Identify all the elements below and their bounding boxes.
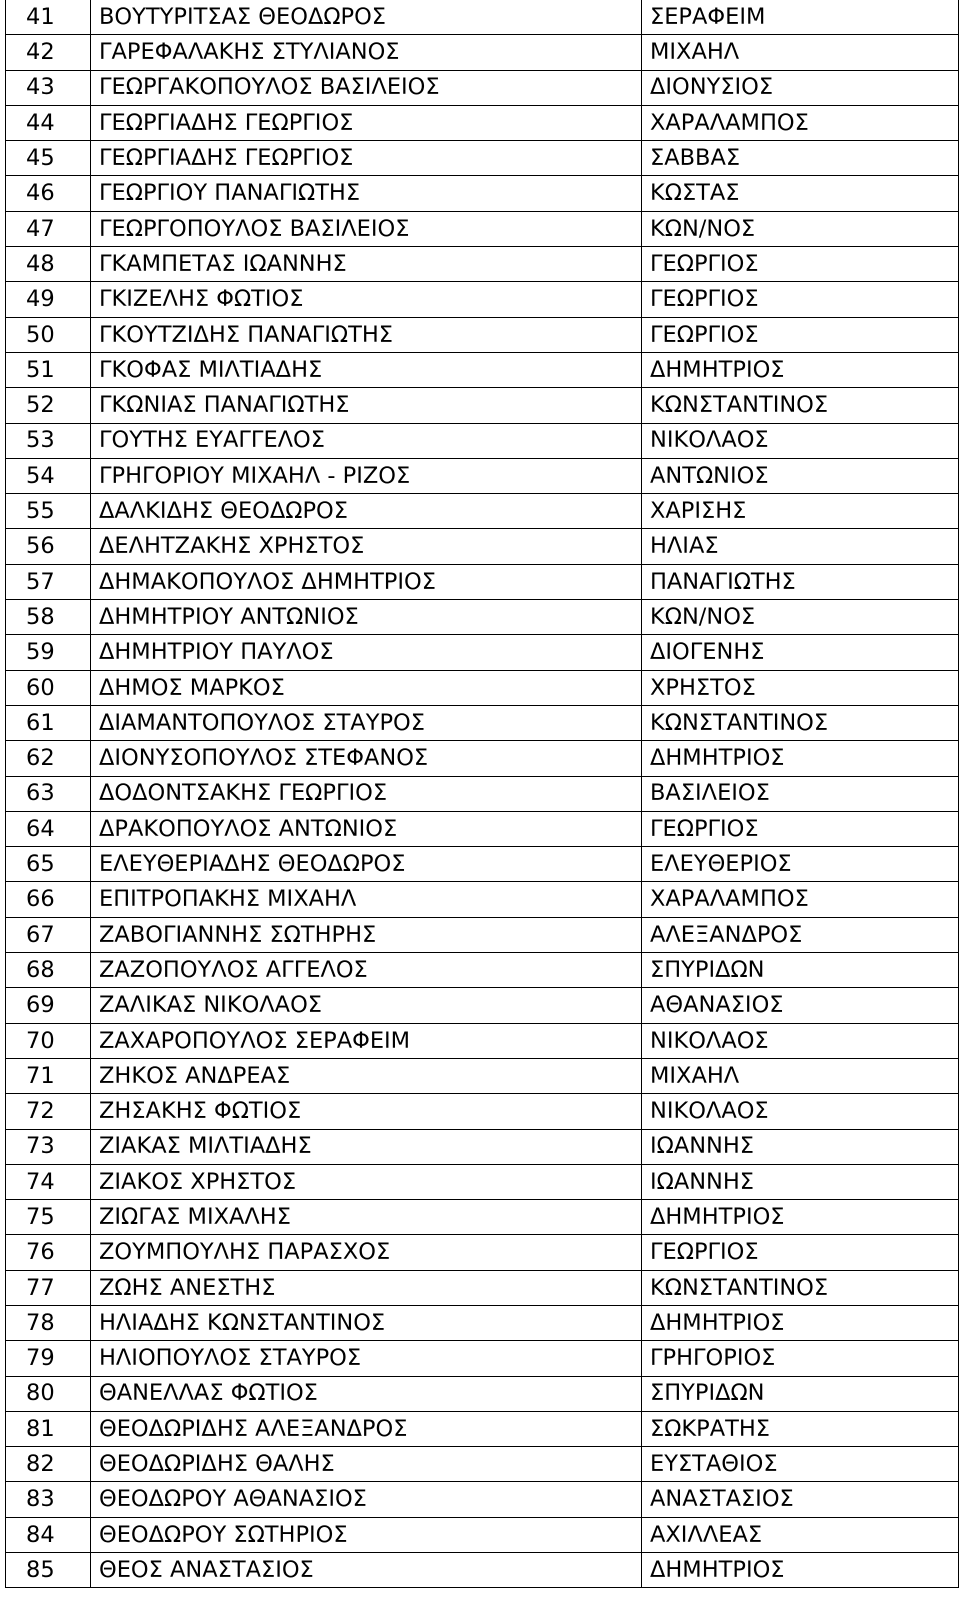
father-name-cell: ΝΙΚΟΛΑΟΣ [642, 1023, 959, 1058]
table-row [6, 635, 959, 670]
table-row [6, 1376, 959, 1411]
full-name-cell: ΖΙΩΓΑΣ ΜΙΧΑΛΗΣ [91, 1200, 642, 1235]
full-name-cell: ΔΟΔΟΝΤΣΑΚΗΣ ΓΕΩΡΓΙΟΣ [91, 776, 642, 811]
row-number: 67 [6, 917, 91, 952]
table-row [6, 388, 959, 423]
row-number: 48 [6, 247, 91, 282]
table-row [6, 494, 959, 529]
father-name-cell: ΙΩΑΝΝΗΣ [642, 1129, 959, 1164]
father-name-cell: ΚΩΝ/ΝΟΣ [642, 600, 959, 635]
full-name-cell: ΘΕΟΔΩΡΙΔΗΣ ΘΑΛΗΣ [91, 1447, 642, 1482]
full-name-cell: ΔΙΟΝΥΣΟΠΟΥΛΟΣ ΣΤΕΦΑΝΟΣ [91, 741, 642, 776]
row-number: 54 [6, 458, 91, 493]
full-name-cell: ΕΠΙΤΡΟΠΑΚΗΣ ΜΙΧΑΗΛ [91, 882, 642, 917]
full-name-cell: ΓΕΩΡΓΙΑΔΗΣ ΓΕΩΡΓΙΟΣ [91, 105, 642, 140]
row-number: 47 [6, 211, 91, 246]
row-number: 52 [6, 388, 91, 423]
father-name-cell: ΠΑΝΑΓΙΩΤΗΣ [642, 564, 959, 599]
full-name-cell: ΓΟΥΤΗΣ ΕΥΑΓΓΕΛΟΣ [91, 423, 642, 458]
table-row [6, 105, 959, 140]
table-row [6, 35, 959, 70]
father-name-cell: ΔΗΜΗΤΡΙΟΣ [642, 1305, 959, 1340]
row-number: 69 [6, 988, 91, 1023]
table-row [6, 0, 959, 35]
row-number: 46 [6, 176, 91, 211]
full-name-cell: ΓΚΟΦΑΣ ΜΙΛΤΙΑΔΗΣ [91, 352, 642, 387]
full-name-cell: ΗΛΙΟΠΟΥΛΟΣ ΣΤΑΥΡΟΣ [91, 1341, 642, 1376]
row-number: 44 [6, 105, 91, 140]
table-row [6, 70, 959, 105]
full-name-cell: ΔΕΛΗΤΖΑΚΗΣ ΧΡΗΣΤΟΣ [91, 529, 642, 564]
table-row [6, 423, 959, 458]
father-name-cell: ΔΙΟΝΥΣΙΟΣ [642, 70, 959, 105]
table-row [6, 1270, 959, 1305]
row-number: 53 [6, 423, 91, 458]
row-number: 64 [6, 811, 91, 846]
full-name-cell: ΘΕΟΔΩΡΟΥ ΣΩΤΗΡΙΟΣ [91, 1517, 642, 1552]
table-row [6, 988, 959, 1023]
row-number: 41 [6, 0, 91, 35]
row-number: 81 [6, 1411, 91, 1446]
full-name-cell: ΕΛΕΥΘΕΡΙΑΔΗΣ ΘΕΟΔΩΡΟΣ [91, 847, 642, 882]
full-name-cell: ΖΙΑΚΟΣ ΧΡΗΣΤΟΣ [91, 1164, 642, 1199]
row-number: 82 [6, 1447, 91, 1482]
full-name-cell: ΓΚΑΜΠΕΤΑΣ ΙΩΑΝΝΗΣ [91, 247, 642, 282]
row-number: 49 [6, 282, 91, 317]
father-name-cell: ΓΡΗΓΟΡΙΟΣ [642, 1341, 959, 1376]
full-name-cell: ΘΕΟΣ ΑΝΑΣΤΑΣΙΟΣ [91, 1553, 642, 1588]
row-number: 51 [6, 352, 91, 387]
row-number: 42 [6, 35, 91, 70]
table-row [6, 1200, 959, 1235]
full-name-cell: ΓΕΩΡΓΟΠΟΥΛΟΣ ΒΑΣΙΛΕΙΟΣ [91, 211, 642, 246]
father-name-cell: ΕΛΕΥΘΕΡΙΟΣ [642, 847, 959, 882]
father-name-cell: ΚΩΝ/ΝΟΣ [642, 211, 959, 246]
full-name-cell: ΖΙΑΚΑΣ ΜΙΛΤΙΑΔΗΣ [91, 1129, 642, 1164]
full-name-cell: ΔΙΑΜΑΝΤΟΠΟΥΛΟΣ ΣΤΑΥΡΟΣ [91, 705, 642, 740]
table-row [6, 1341, 959, 1376]
full-name-cell: ΘΕΟΔΩΡΟΥ ΑΘΑΝΑΣΙΟΣ [91, 1482, 642, 1517]
full-name-cell: ΖΑΖΟΠΟΥΛΟΣ ΑΓΓΕΛΟΣ [91, 953, 642, 988]
row-number: 77 [6, 1270, 91, 1305]
names-table [5, 0, 959, 1588]
row-number: 72 [6, 1094, 91, 1129]
row-number: 75 [6, 1200, 91, 1235]
table-row [6, 670, 959, 705]
full-name-cell: ΘΑΝΕΛΛΑΣ ΦΩΤΙΟΣ [91, 1376, 642, 1411]
full-name-cell: ΔΗΜΗΤΡΙΟΥ ΠΑΥΛΟΣ [91, 635, 642, 670]
father-name-cell: ΑΝΑΣΤΑΣΙΟΣ [642, 1482, 959, 1517]
row-number: 43 [6, 70, 91, 105]
full-name-cell: ΔΗΜΗΤΡΙΟΥ ΑΝΤΩΝΙΟΣ [91, 600, 642, 635]
father-name-cell: ΔΗΜΗΤΡΙΟΣ [642, 1553, 959, 1588]
table-row [6, 705, 959, 740]
father-name-cell: ΧΡΗΣΤΟΣ [642, 670, 959, 705]
full-name-cell: ΖΑΛΙΚΑΣ ΝΙΚΟΛΑΟΣ [91, 988, 642, 1023]
table-row [6, 211, 959, 246]
father-name-cell: ΓΕΩΡΓΙΟΣ [642, 282, 959, 317]
father-name-cell: ΔΗΜΗΤΡΙΟΣ [642, 352, 959, 387]
father-name-cell: ΣΠΥΡΙΔΩΝ [642, 1376, 959, 1411]
table-row [6, 882, 959, 917]
father-name-cell: ΓΕΩΡΓΙΟΣ [642, 811, 959, 846]
row-number: 50 [6, 317, 91, 352]
father-name-cell: ΗΛΙΑΣ [642, 529, 959, 564]
row-number: 56 [6, 529, 91, 564]
full-name-cell: ΓΚΩΝΙΑΣ ΠΑΝΑΓΙΩΤΗΣ [91, 388, 642, 423]
full-name-cell: ΓΕΩΡΓΙΑΔΗΣ ΓΕΩΡΓΙΟΣ [91, 141, 642, 176]
table-row [6, 1235, 959, 1270]
table-row [6, 1164, 959, 1199]
father-name-cell: ΚΩΝΣΤΑΝΤΙΝΟΣ [642, 705, 959, 740]
full-name-cell: ΖΗΣΑΚΗΣ ΦΩΤΙΟΣ [91, 1094, 642, 1129]
father-name-cell: ΚΩΣΤΑΣ [642, 176, 959, 211]
table-row [6, 776, 959, 811]
full-name-cell: ΓΑΡΕΦΑΛΑΚΗΣ ΣΤΥΛΙΑΝΟΣ [91, 35, 642, 70]
father-name-cell: ΝΙΚΟΛΑΟΣ [642, 1094, 959, 1129]
full-name-cell: ΓΚΙΖΕΛΗΣ ΦΩΤΙΟΣ [91, 282, 642, 317]
father-name-cell: ΣΠΥΡΙΔΩΝ [642, 953, 959, 988]
table-row [6, 741, 959, 776]
father-name-cell: ΣΩΚΡΑΤΗΣ [642, 1411, 959, 1446]
row-number: 70 [6, 1023, 91, 1058]
row-number: 59 [6, 635, 91, 670]
table-row [6, 1517, 959, 1552]
table-row [6, 247, 959, 282]
table-row [6, 1411, 959, 1446]
full-name-cell: ΗΛΙΑΔΗΣ ΚΩΝΣΤΑΝΤΙΝΟΣ [91, 1305, 642, 1340]
row-number: 79 [6, 1341, 91, 1376]
father-name-cell: ΜΙΧΑΗΛ [642, 35, 959, 70]
full-name-cell: ΖΩΗΣ ΑΝΕΣΤΗΣ [91, 1270, 642, 1305]
table-row [6, 1058, 959, 1093]
row-number: 66 [6, 882, 91, 917]
row-number: 80 [6, 1376, 91, 1411]
father-name-cell: ΓΕΩΡΓΙΟΣ [642, 317, 959, 352]
row-number: 58 [6, 600, 91, 635]
table-row [6, 564, 959, 599]
table-row [6, 1305, 959, 1340]
full-name-cell: ΓΕΩΡΓΙΟΥ ΠΑΝΑΓΙΩΤΗΣ [91, 176, 642, 211]
row-number: 68 [6, 953, 91, 988]
full-name-cell: ΖΟΥΜΠΟΥΛΗΣ ΠΑΡΑΣΧΟΣ [91, 1235, 642, 1270]
row-number: 76 [6, 1235, 91, 1270]
full-name-cell: ΖΑΒΟΓΙΑΝΝΗΣ ΣΩΤΗΡΗΣ [91, 917, 642, 952]
table-row [6, 953, 959, 988]
row-number: 71 [6, 1058, 91, 1093]
father-name-cell: ΑΛΕΞΑΝΔΡΟΣ [642, 917, 959, 952]
table-row [6, 1094, 959, 1129]
full-name-cell: ΒΟΥΤΥΡΙΤΣΑΣ ΘΕΟΔΩΡΟΣ [91, 0, 642, 35]
row-number: 62 [6, 741, 91, 776]
row-number: 74 [6, 1164, 91, 1199]
table-row [6, 917, 959, 952]
table-row [6, 317, 959, 352]
table-row [6, 1553, 959, 1588]
row-number: 85 [6, 1553, 91, 1588]
full-name-cell: ΖΑΧΑΡΟΠΟΥΛΟΣ ΣΕΡΑΦΕΙΜ [91, 1023, 642, 1058]
father-name-cell: ΓΕΩΡΓΙΟΣ [642, 247, 959, 282]
father-name-cell: ΚΩΝΣΤΑΝΤΙΝΟΣ [642, 1270, 959, 1305]
father-name-cell: ΧΑΡΑΛΑΜΠΟΣ [642, 882, 959, 917]
full-name-cell: ΓΡΗΓΟΡΙΟΥ ΜΙΧΑΗΛ - ΡΙΖΟΣ [91, 458, 642, 493]
row-number: 60 [6, 670, 91, 705]
full-name-cell: ΖΗΚΟΣ ΑΝΔΡΕΑΣ [91, 1058, 642, 1093]
row-number: 55 [6, 494, 91, 529]
row-number: 84 [6, 1517, 91, 1552]
full-name-cell: ΔΑΛΚΙΔΗΣ ΘΕΟΔΩΡΟΣ [91, 494, 642, 529]
table-row [6, 458, 959, 493]
table-row [6, 1482, 959, 1517]
row-number: 83 [6, 1482, 91, 1517]
table-row [6, 1023, 959, 1058]
table-row [6, 600, 959, 635]
father-name-cell: ΙΩΑΝΝΗΣ [642, 1164, 959, 1199]
table-row [6, 1129, 959, 1164]
table-row [6, 1447, 959, 1482]
father-name-cell: ΑΧΙΛΛΕΑΣ [642, 1517, 959, 1552]
full-name-cell: ΔΗΜΑΚΟΠΟΥΛΟΣ ΔΗΜΗΤΡΙΟΣ [91, 564, 642, 599]
row-number: 63 [6, 776, 91, 811]
row-number: 61 [6, 705, 91, 740]
full-name-cell: ΓΚΟΥΤΖΙΔΗΣ ΠΑΝΑΓΙΩΤΗΣ [91, 317, 642, 352]
father-name-cell: ΔΙΟΓΕΝΗΣ [642, 635, 959, 670]
father-name-cell: ΚΩΝΣΤΑΝΤΙΝΟΣ [642, 388, 959, 423]
father-name-cell: ΧΑΡΑΛΑΜΠΟΣ [642, 105, 959, 140]
full-name-cell: ΘΕΟΔΩΡΙΔΗΣ ΑΛΕΞΑΝΔΡΟΣ [91, 1411, 642, 1446]
table-row [6, 811, 959, 846]
row-number: 78 [6, 1305, 91, 1340]
father-name-cell: ΑΝΤΩΝΙΟΣ [642, 458, 959, 493]
table-row [6, 176, 959, 211]
full-name-cell: ΓΕΩΡΓΑΚΟΠΟΥΛΟΣ ΒΑΣΙΛΕΙΟΣ [91, 70, 642, 105]
table-row [6, 282, 959, 317]
father-name-cell: ΔΗΜΗΤΡΙΟΣ [642, 1200, 959, 1235]
full-name-cell: ΔΡΑΚΟΠΟΥΛΟΣ ΑΝΤΩΝΙΟΣ [91, 811, 642, 846]
father-name-cell: ΜΙΧΑΗΛ [642, 1058, 959, 1093]
father-name-cell: ΣΕΡΑΦΕΙΜ [642, 0, 959, 35]
table-row [6, 847, 959, 882]
table-row [6, 352, 959, 387]
table-row [6, 529, 959, 564]
father-name-cell: ΣΑΒΒΑΣ [642, 141, 959, 176]
father-name-cell: ΔΗΜΗΤΡΙΟΣ [642, 741, 959, 776]
table-row [6, 141, 959, 176]
row-number: 57 [6, 564, 91, 599]
names-table-body [6, 0, 959, 1588]
father-name-cell: ΓΕΩΡΓΙΟΣ [642, 1235, 959, 1270]
father-name-cell: ΧΑΡΙΣΗΣ [642, 494, 959, 529]
row-number: 73 [6, 1129, 91, 1164]
father-name-cell: ΕΥΣΤΑΘΙΟΣ [642, 1447, 959, 1482]
father-name-cell: ΝΙΚΟΛΑΟΣ [642, 423, 959, 458]
full-name-cell: ΔΗΜΟΣ ΜΑΡΚΟΣ [91, 670, 642, 705]
father-name-cell: ΒΑΣΙΛΕΙΟΣ [642, 776, 959, 811]
row-number: 65 [6, 847, 91, 882]
row-number: 45 [6, 141, 91, 176]
father-name-cell: ΑΘΑΝΑΣΙΟΣ [642, 988, 959, 1023]
